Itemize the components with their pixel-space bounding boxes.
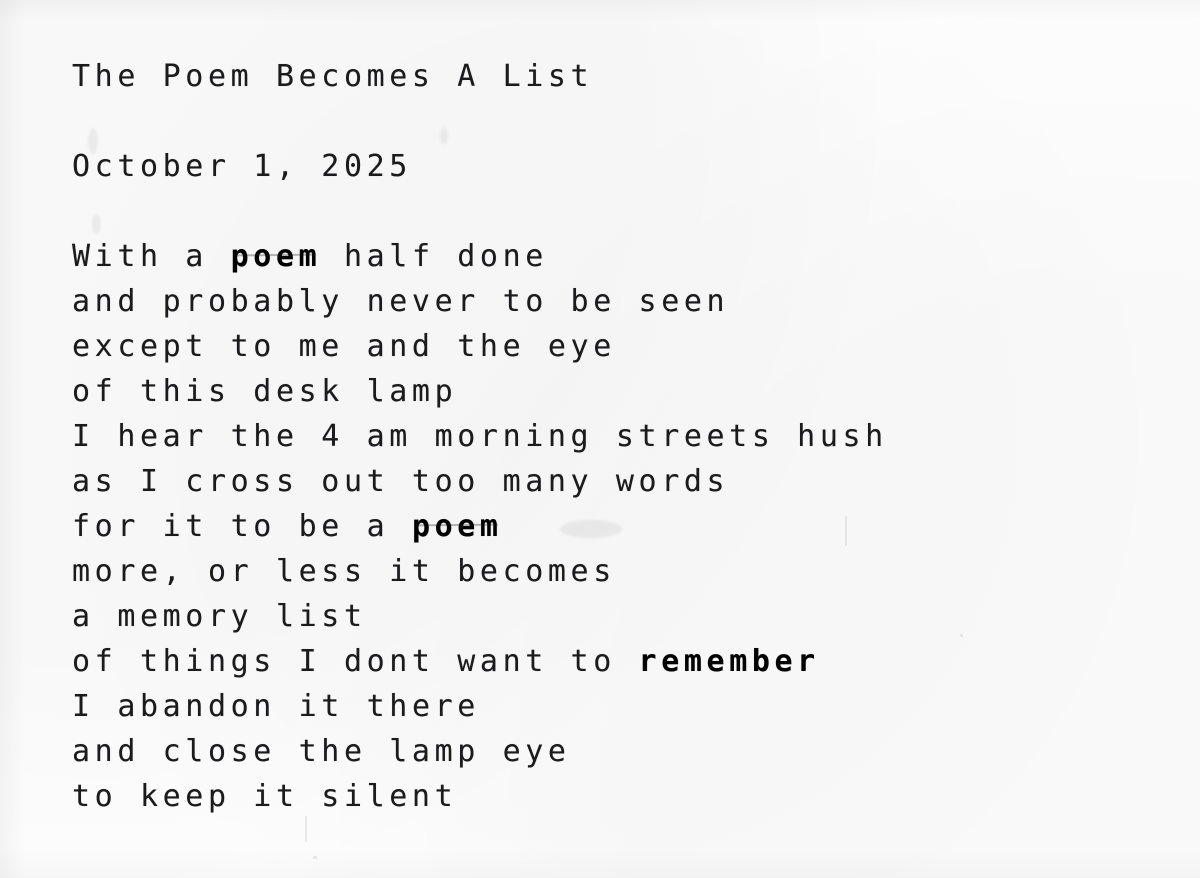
poem-line-5: I hear the 4 am morning streets hush [72,419,888,454]
scan-hairline [305,816,307,842]
poem-line-1-struck-word: poem [230,239,322,274]
scan-hairline [313,856,317,859]
poem-line-1 [72,234,1132,279]
page-bottom-shading [0,848,1200,878]
poem-line-13: to keep it silent [72,779,458,814]
poem-line-1-part-b: half done [321,239,548,274]
poem-line-1-part-a: With a [72,239,231,274]
page-left-shading [0,0,26,878]
poem-line-6: as I cross out too many words [72,464,730,499]
poem-line-11-part-a: I abandon [72,689,276,724]
poem-line-2: and probably never to be seen [72,284,730,319]
spacer [72,99,1132,144]
poem-body [72,54,1132,819]
poem-line-11-part-b: it there [275,689,480,724]
poem-line-9: a memory list [72,599,367,634]
poem-line-3: except to me and the eye [72,329,616,364]
page-title: The Poem Becomes A List [72,59,594,94]
poem-date: October 1, 2025 [72,149,412,184]
poem-line-8: more, or less it becomes [72,554,616,589]
spacer [72,189,1132,234]
poem-line-4: of this desk lamp [72,374,458,409]
poem-line-10 [72,639,1132,684]
poem-line-7-struck-word: poem [411,509,503,544]
poem-line-7 [72,504,1132,549]
page-top-shading [0,0,1200,22]
poem-line-10-part-a: of things I dont want to [72,644,639,679]
poem-line-11 [72,684,1132,729]
poem-line-10-bold-word: remember [638,644,820,679]
poem-line-7-part-a: for it to be a [72,509,412,544]
poem-line-12: and close the lamp eye [72,734,571,769]
